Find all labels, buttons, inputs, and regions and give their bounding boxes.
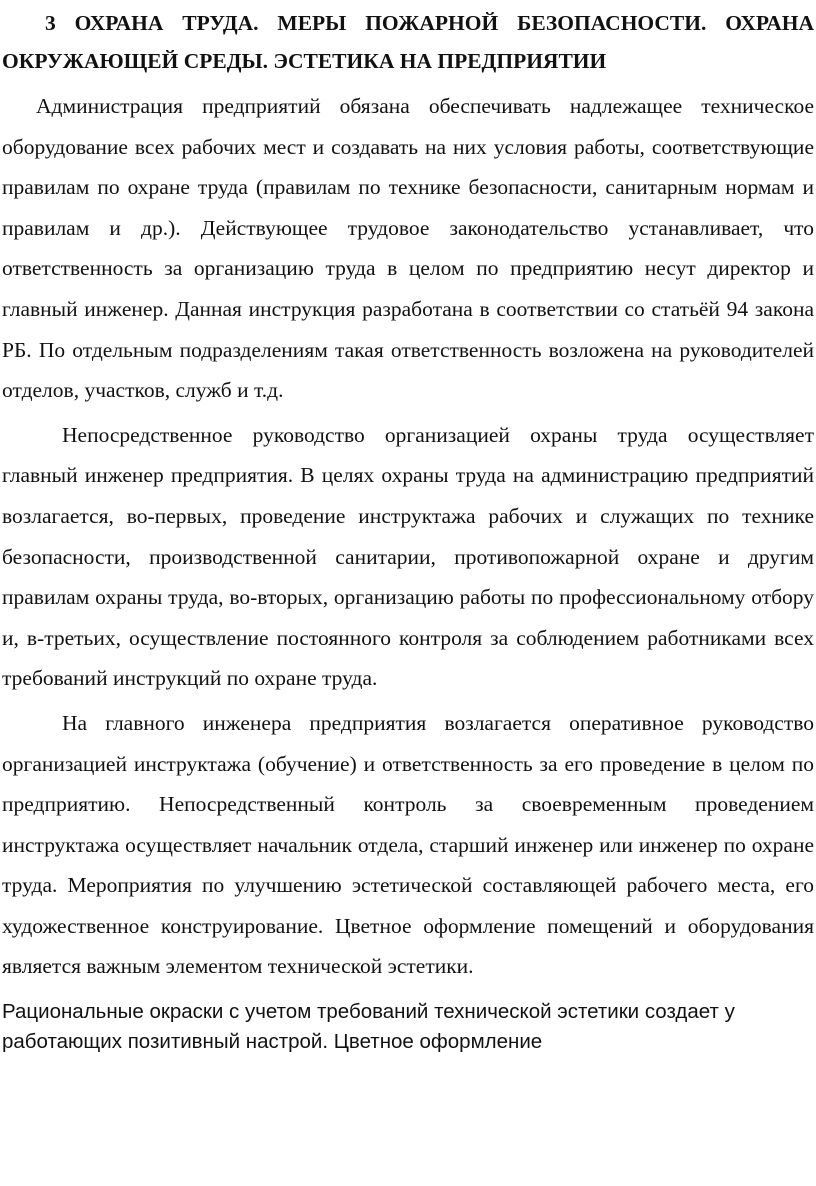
section-title: 3 ОХРАНА ТРУДА. МЕРЫ ПОЖАРНОЙ БЕЗОПАСНОСТИ. ОХРАНА ОКРУЖАЮЩЕЙ СРЕДЫ. ЭСТЕТИКА НА ПРЕДПРИЯТИИ: [2, 11, 814, 73]
paragraph-color-design: Рациональные окраски с учетом требований технической эстетики создает у работающих позитивный настрой. Цветное оформление: [2, 1000, 735, 1054]
paragraph-direct-management: Непосредственное руководство организацией охраны труда осуществляет главный инженер предприятия. В целях охраны труда на администрацию предприятий возлагается, во-первых, проведение инструктажа рабочих и служащих по технике безопасности, производственной санитарии, противопожарной охране и другим правилам охраны труда, во-вторых, организацию работы по профессиональному отбору и, в-третьих, осуществление постоянного контроля за соблюдением работниками всех требований инструкций по охране труда.: [2, 422, 814, 691]
paragraph-chief-engineer: На главного инженера предприятия возлагается оперативное руководство организацией инструктажа (обучение) и ответственность за его проведение в целом по предприятию. Непосредственный контроль за своевременным проведением инструктажа осуществляет начальник отдела, старший инженер или инженер по охране труда. Мероприятия по улучшению эстетической составляющей рабочего места, его художественное конструирование. Цветное оформление помещений и оборудования является важным элементом технической эстетики.: [2, 710, 814, 979]
paragraph-administration: Администрация предприятий обязана обеспечивать надлежащее техническое оборудование всех рабочих мест и создавать на них условия работы, соответствующие правилам по охране труда (правилам по технике безопасности, санитарным нормам и правилам и др.). Действующее трудовое законодательство устанавливает, что ответственность за организацию труда в целом по предприятию несут директор и главный инженер. Данная инструкция разработана в соответствии со статьёй 94 закона РБ. По отдельным подразделениям такая ответственность возложена на руководителей отделов, участков, служб и т.д.: [2, 94, 814, 403]
